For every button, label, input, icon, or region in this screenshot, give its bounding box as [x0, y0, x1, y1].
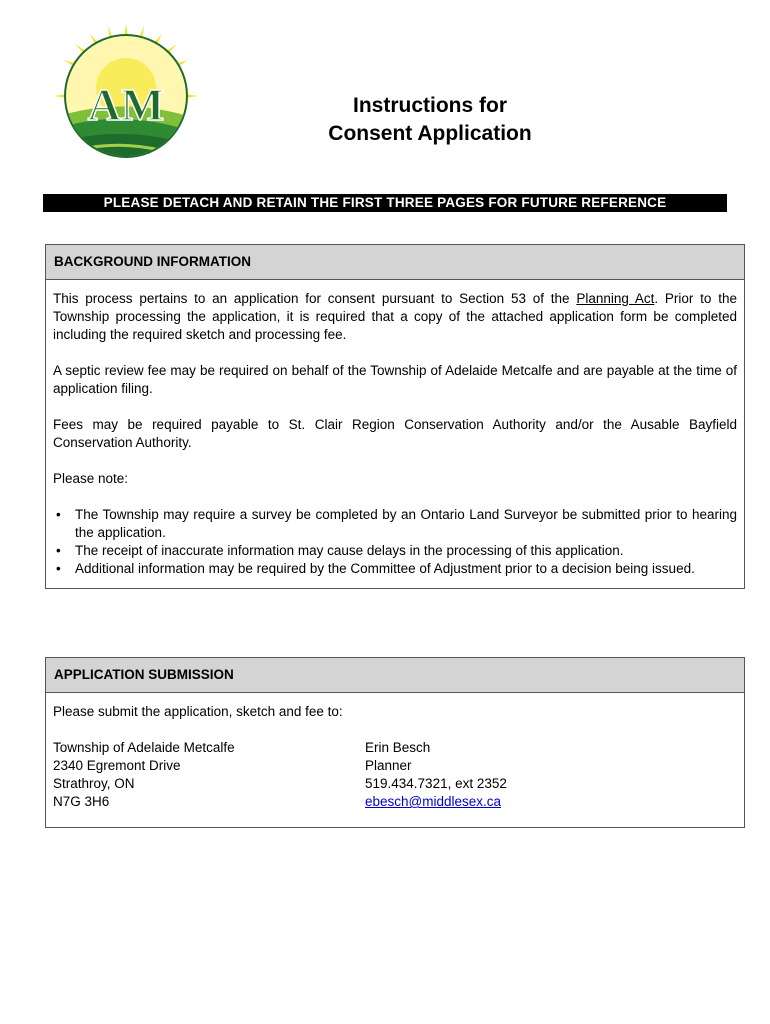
contact-email-link[interactable]: ebesch@middlesex.ca [365, 794, 502, 809]
list-item: • The Township may require a survey be completed by an Ontario Land Surveyor be submitted prior to hearing the application. [53, 506, 737, 542]
detach-notice-banner: PLEASE DETACH AND RETAIN THE FIRST THREE PAGES FOR FUTURE REFERENCE [43, 194, 727, 212]
address-line: Township of Adelaide Metcalfe [53, 740, 235, 755]
background-paragraph-2: A septic review fee may be required on behalf of the Township of Adelaide Metcalfe and are payable at the time of application filing. [53, 363, 737, 396]
title-line-1: Instructions for [352, 94, 507, 117]
list-item: • The receipt of inaccurate information may cause delays in the processing of this application. [53, 542, 737, 560]
contact-phone: 519.434.7321, ext 2352 [365, 776, 507, 791]
please-note-label: Please note: [53, 471, 129, 486]
contact-name: Erin Besch [365, 740, 431, 755]
township-logo [52, 22, 200, 170]
address-line: N7G 3H6 [53, 794, 110, 809]
notes-list [53, 506, 737, 578]
list-item: • Additional information may be required by the Committee of Adjustment prior to a decision being issued. [53, 560, 737, 578]
title-line-2: Consent Application [328, 122, 532, 145]
submission-intro: Please submit the application, sketch and fee to: [53, 704, 343, 719]
logo-lettering: AM [87, 79, 165, 130]
submission-heading: APPLICATION SUBMISSION [46, 658, 744, 693]
application-submission-section [45, 657, 745, 828]
page-title [300, 92, 560, 148]
background-heading: BACKGROUND INFORMATION [46, 245, 744, 280]
p1-text-after: . Prior to the Township processing the application, it is required that a copy of the attached application form be completed including the required sketch and processing fee. [53, 291, 737, 342]
contact-title: Planner [365, 758, 412, 773]
planning-act-text: Planning Act [576, 291, 655, 306]
background-information-section [45, 244, 745, 589]
background-paragraph-3: Fees may be required payable to St. Clair Region Conservation Authority and/or the Ausable Bayfield Conservation Authority. [53, 417, 737, 450]
contact-info [365, 739, 507, 811]
background-paragraph-1 [53, 290, 737, 344]
p1-text-before: This process pertains to an application for consent pursuant to Section 53 of the [53, 291, 577, 306]
address-line: 2340 Egremont Drive [53, 758, 181, 773]
address-line: Strathroy, ON [53, 776, 135, 791]
mailing-address [53, 739, 365, 811]
